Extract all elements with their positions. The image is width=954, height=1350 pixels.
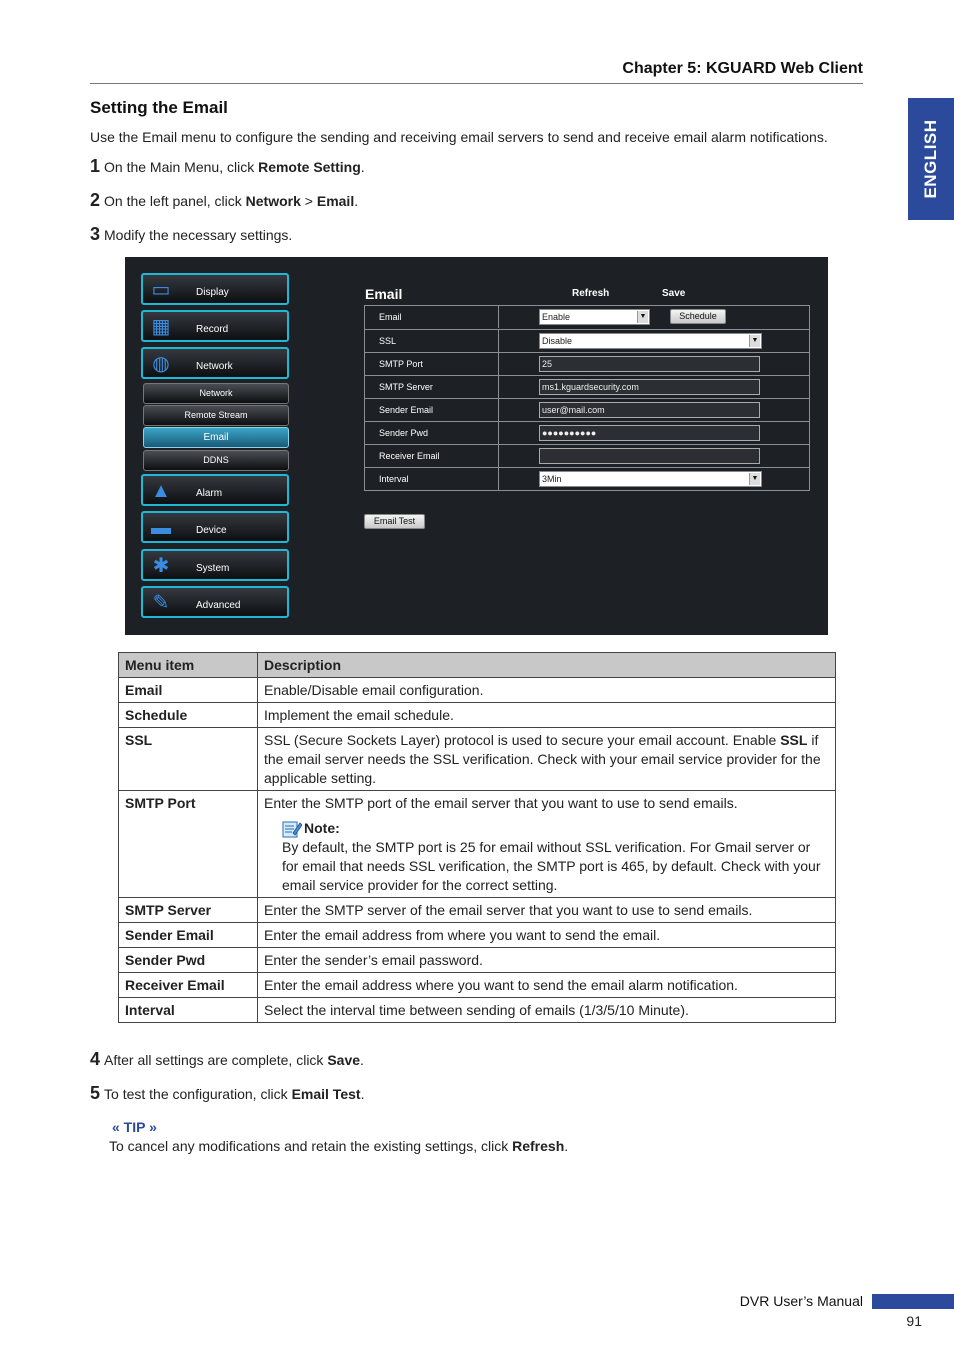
step-bold-2: Email <box>316 193 355 209</box>
note-pencil-icon <box>282 820 302 838</box>
menu-item-label: Display <box>196 287 229 298</box>
column-divider <box>498 306 499 328</box>
schedule-button[interactable]: Schedule <box>670 309 726 324</box>
sender-email-input[interactable] <box>539 402 760 418</box>
form-row-smtp-port <box>365 352 809 375</box>
menu-item-label: Network <box>196 361 233 372</box>
menu-item-record[interactable] <box>141 310 289 342</box>
step-end: . <box>360 159 365 175</box>
wrench-icon: ✎ <box>152 592 170 614</box>
step-text: On the left panel, click <box>104 193 246 209</box>
desc-text: SSL (Secure Sockets Layer) protocol is used to secure your email account. Enable <box>264 732 781 748</box>
step-2 <box>90 190 358 211</box>
field-value: 3Min <box>542 474 562 484</box>
field-label: Email <box>379 312 402 322</box>
section-title: Setting the Email <box>90 98 228 117</box>
table-row <box>119 973 836 998</box>
field-label: SMTP Server <box>379 382 433 392</box>
step-1 <box>90 156 365 177</box>
step-mid: > <box>300 193 317 209</box>
step-4 <box>90 1049 364 1070</box>
menu-item-system[interactable] <box>141 549 289 581</box>
step-3 <box>90 224 292 245</box>
tip-label: « TIP » <box>112 1119 157 1135</box>
email-settings-screenshot <box>125 257 828 635</box>
form-row-receiver-email <box>365 444 809 467</box>
step-5 <box>90 1083 364 1104</box>
field-label: Sender Email <box>379 405 434 415</box>
tip-text-end: . <box>564 1138 569 1154</box>
step-text: To test the configuration, click <box>104 1086 292 1102</box>
table-row <box>119 898 836 923</box>
field-value: Enable <box>542 312 571 322</box>
note-title <box>282 819 829 838</box>
film-icon: ▦ <box>151 316 171 338</box>
row-item: Email <box>119 678 258 703</box>
field-value: user@mail.com <box>542 405 605 415</box>
smtp-port-input[interactable] <box>539 356 760 372</box>
row-item: Sender Pwd <box>119 948 258 973</box>
column-divider <box>498 353 499 375</box>
column-divider <box>498 422 499 444</box>
language-tab <box>908 98 954 220</box>
menu-item-label: Alarm <box>196 488 223 499</box>
column-header-description: Description <box>258 653 836 678</box>
section-intro: Use the Email menu to configure the sending and receiving email servers to send and receive email alarm notifications. <box>90 129 828 145</box>
note-block <box>264 819 829 895</box>
step-end: . <box>360 1086 365 1102</box>
form-row-sender-email <box>365 398 809 421</box>
row-description: Enter the sender’s email password. <box>258 948 836 973</box>
column-divider <box>498 468 499 490</box>
field-label: SSL <box>379 336 397 346</box>
page-number: 91 <box>906 1313 922 1329</box>
form-row-email <box>365 306 809 329</box>
email-form-title: Email <box>365 286 403 302</box>
row-item: SMTP Port <box>119 791 258 898</box>
step-bold: Save <box>327 1052 361 1068</box>
desc-text-end: if the email server needs the SSL verification. Check with your email service provider for the applicable setting. <box>264 732 821 786</box>
footer-bar <box>872 1294 954 1309</box>
header-rule <box>90 83 863 84</box>
row-description: Enter the SMTP server of the email server that you want to use to send emails. <box>258 898 836 923</box>
submenu-item-ddns[interactable]: DDNS <box>143 450 289 471</box>
field-label: Interval <box>379 474 409 484</box>
column-divider <box>498 330 499 352</box>
table-row <box>119 678 836 703</box>
note-title-text: Note: <box>304 820 340 836</box>
gear-icon: ✱ <box>152 555 170 577</box>
menu-item-label: Advanced <box>196 600 241 611</box>
menu-item-network[interactable] <box>141 347 289 379</box>
column-divider <box>498 445 499 467</box>
column-header-menu-item: Menu item <box>119 653 258 678</box>
chevron-down-icon[interactable]: ▼ <box>749 335 760 347</box>
interval-select[interactable] <box>539 471 762 487</box>
tip-text-body: To cancel any modifications and retain the existing settings, click <box>109 1138 513 1154</box>
column-divider <box>498 376 499 398</box>
submenu-item-network[interactable]: Network <box>143 383 289 404</box>
footer-manual-title: DVR User’s Manual <box>739 1293 863 1309</box>
monitor-icon: ▭ <box>151 279 171 301</box>
row-description: Enter the email address from where you want to send the email. <box>258 923 836 948</box>
save-button[interactable]: Save <box>662 288 686 299</box>
language-tab-label: ENGLISH <box>921 119 940 199</box>
step-bold: Network <box>245 193 301 209</box>
menu-item-display[interactable] <box>141 273 289 305</box>
row-item: Schedule <box>119 703 258 728</box>
ssl-select[interactable] <box>539 333 762 349</box>
row-description: Implement the email schedule. <box>258 703 836 728</box>
step-number: 5 <box>90 1083 101 1103</box>
form-row-smtp-server <box>365 375 809 398</box>
step-number: 2 <box>90 190 101 210</box>
field-value: Disable <box>542 336 573 346</box>
row-item: Sender Email <box>119 923 258 948</box>
menu-description-table <box>118 652 836 1023</box>
menu-item-advanced[interactable] <box>141 586 289 618</box>
tip-bold: Refresh <box>512 1138 565 1154</box>
table-row <box>119 948 836 973</box>
row-description: Enter the email address where you want to send the email alarm notification. <box>258 973 836 998</box>
row-description: Select the interval time between sending of emails (1/3/5/10 Minute). <box>258 998 836 1023</box>
menu-item-label: Record <box>196 324 229 335</box>
email-form <box>364 305 810 491</box>
menu-item-label: Device <box>196 525 227 536</box>
menu-item-label: System <box>196 563 230 574</box>
step-text: On the Main Menu, click <box>104 159 259 175</box>
table-header-row <box>119 653 836 678</box>
form-row-ssl <box>365 329 809 352</box>
smtp-server-input[interactable] <box>539 379 760 395</box>
alarm-icon: ▲ <box>151 480 171 502</box>
step-text: After all settings are complete, click <box>104 1052 328 1068</box>
table-row <box>119 791 836 898</box>
receiver-email-input[interactable] <box>539 448 760 464</box>
chevron-down-icon[interactable]: ▼ <box>637 311 648 323</box>
row-item: Interval <box>119 998 258 1023</box>
email-select[interactable] <box>539 309 650 325</box>
field-value: ms1.kguardsecurity.com <box>542 382 639 392</box>
field-value: ●●●●●●●●●● <box>542 428 597 438</box>
note-text: By default, the SMTP port is 25 for email without SSL verification. For Gmail server or for email that needs SSL verification, the SMTP port is 465, by default. Check with your email service provider for the correct setting. <box>282 839 821 893</box>
table-row <box>119 923 836 948</box>
step-bold: Email Test <box>291 1086 361 1102</box>
field-label: SMTP Port <box>379 359 423 369</box>
row-description <box>258 791 836 898</box>
email-test-button[interactable]: Email Test <box>364 514 425 529</box>
submenu-item-email[interactable]: Email <box>143 427 289 448</box>
sender-pwd-input[interactable] <box>539 425 760 441</box>
form-row-interval <box>365 467 809 490</box>
submenu-item-remote-stream[interactable]: Remote Stream <box>143 405 289 426</box>
chapter-header: Chapter 5: KGUARD Web Client <box>622 60 863 77</box>
step-end: . <box>354 193 359 209</box>
refresh-button[interactable]: Refresh <box>572 288 610 299</box>
tip-text <box>109 1138 568 1154</box>
table-row <box>119 728 836 791</box>
step-bold: Remote Setting <box>258 159 361 175</box>
row-item: SSL <box>119 728 258 791</box>
step-text: Modify the necessary settings. <box>104 227 293 243</box>
form-row-sender-pwd <box>365 421 809 444</box>
step-number: 1 <box>90 156 101 176</box>
menu-item-device[interactable] <box>141 511 289 543</box>
row-item: SMTP Server <box>119 898 258 923</box>
table-row <box>119 998 836 1023</box>
step-number: 4 <box>90 1049 101 1069</box>
field-label: Sender Pwd <box>379 428 429 438</box>
menu-item-alarm[interactable] <box>141 474 289 506</box>
row-description: Enable/Disable email configuration. <box>258 678 836 703</box>
table-row <box>119 703 836 728</box>
row-description <box>258 728 836 791</box>
chevron-down-icon[interactable]: ▼ <box>749 473 760 485</box>
desc-text: Enter the SMTP port of the email server that you want to use to send emails. <box>264 795 738 811</box>
device-icon: ▬ <box>151 517 171 539</box>
field-label: Receiver Email <box>379 451 440 461</box>
row-item: Receiver Email <box>119 973 258 998</box>
globe-icon: ◍ <box>152 353 170 375</box>
step-number: 3 <box>90 224 101 244</box>
desc-bold: SSL <box>780 732 808 748</box>
step-end: . <box>360 1052 364 1068</box>
field-value: 25 <box>542 359 553 369</box>
column-divider <box>498 399 499 421</box>
